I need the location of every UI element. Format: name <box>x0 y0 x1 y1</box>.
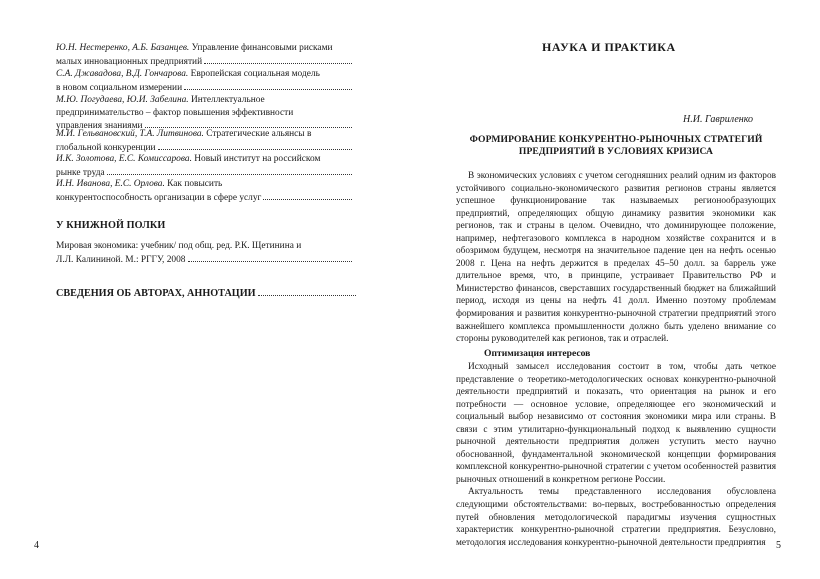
toc-authors: И.Н. Иванова, Е.С. Орлова. <box>56 179 165 189</box>
authors-heading-row <box>56 287 356 299</box>
toc-title: малых инновационных предприятий <box>56 56 203 67</box>
toc-authors: М.И. Гельвановский, Т.А. Литвинова. <box>56 129 204 139</box>
toc-entry <box>56 42 352 68</box>
article-paragraph <box>456 170 776 346</box>
toc-title: Интеллектуальное <box>191 95 265 105</box>
toc-title: Новый институт на российском <box>194 154 321 164</box>
page-number-right: 5 <box>776 540 781 551</box>
dot-leader <box>145 119 352 128</box>
bookshelf-heading: У КНИЖНОЙ ПОЛКИ <box>56 220 166 231</box>
article-title-line: ПРЕДПРИЯТИЙ В УСЛОВИЯХ КРИЗИСА <box>518 146 714 157</box>
paragraph-text: Актуальность темы представленного исследования обусловлена следующими обстоятельствами: во-первых, востребованностью определения путей обновления методологической парадигмы изучения сущностных характеристик конкурентно-рыночной стратегии предприятия. Безусловно, методология исследования конкурентно-рыночной деятельности предприятия <box>456 487 776 548</box>
dot-leader <box>188 253 353 262</box>
toc-entry <box>56 153 352 179</box>
toc-entry <box>56 68 352 94</box>
toc-title: конкурентоспособность организации в сфере услуг <box>56 192 262 203</box>
authors-heading: СВЕДЕНИЯ ОБ АВТОРАХ, АННОТАЦИИ <box>56 288 256 299</box>
dot-leader <box>263 191 352 200</box>
toc-authors: И.К. Золотова, Е.С. Комиссарова. <box>56 154 192 164</box>
toc-authors: Ю.Н. Нестеренко, А.Б. Базанцев. <box>56 43 190 53</box>
toc-entry <box>56 128 352 154</box>
book-line: Мировая экономика: учебник/ под общ. ред. Р.К. Щетинина и <box>56 241 302 251</box>
toc-title: предпринимательство – фактор повышения эффективности <box>56 107 294 118</box>
toc-title: рынке труда <box>56 167 105 178</box>
right-page <box>410 0 820 579</box>
rubric-heading: НАУКА И ПРАКТИКА <box>542 40 676 54</box>
article-paragraph <box>456 361 776 549</box>
book-line: Л.Л. Калининой. М.: РГГУ, 2008 <box>56 254 186 265</box>
toc-authors: С.А. Джавадова, В.Д. Гончарова. <box>56 69 189 79</box>
toc-title: глобальной конкуренции <box>56 142 156 153</box>
dot-leader <box>107 166 352 175</box>
dot-leader <box>258 287 356 296</box>
book-entry <box>56 240 352 266</box>
paragraph-text: Исходный замысел исследования состоит в том, чтобы дать четкое представление о теоретико-методологических основах конкурентно-рыночной деятельности предприятий и показать, что ориентация на рынок и его потребности — основное условие, определяющее его экономический и социальный выбор независимо от состояния экономики мира или страны. В связи с этим утилитарно-функциональный подход к выявлению сущности рыночной деятельности предприятия должен уступить место научно обоснованной, фундаментальной экономической концепции формирования комплексной конкурентно-рыночной стратегии с учетом особенностей развития рыночных отношений в конкретном регионе России. <box>456 362 776 485</box>
dot-leader <box>158 141 352 150</box>
toc-entry <box>56 178 352 204</box>
toc-title: Стратегические альянсы в <box>206 129 312 139</box>
toc-title: Европейская социальная модель <box>190 69 320 79</box>
section-subheading: Оптимизация интересов <box>484 348 591 359</box>
article-title-line: ФОРМИРОВАНИЕ КОНКУРЕНТНО-РЫНОЧНЫХ СТРАТЕГИЙ <box>469 134 763 145</box>
toc-title: управления знаниями <box>56 121 143 132</box>
toc-entry <box>56 94 352 133</box>
article-title <box>456 134 776 158</box>
author-byline: Н.И. Гавриленко <box>683 114 754 125</box>
paragraph-text: В экономических условиях с учетом сегодняшних реалий одним из факторов устойчивого социально-экономического развития регионов страны является успешное функционирование так называемых регионообразующих предприятий, определяющих общую динамику развития экономики как регионов, так и страны в целом. Очевидно, что доминирующее положение, например, нефтегазового комплекса в народном хозяйстве сохранится и в обозримом будущем, несмотря на значительное падение цен на нефть осенью 2008 г. Цена на нефть держится в пределах 45–50 долл. за баррель уже длительное время, что, в принципе, устраивает Правительство РФ и Министерство финансов, сверставших государственный бюджет на ближайший период, исходя из цены на нефть 41 долл. Именно поэтому проблемам формирования и развития конкурентно-рыночной стратегии предприятий этого важнейшего комплекса промышленности должно быть уделено внимание со стороны руководителей как регионов, так и отраслей. <box>456 171 776 345</box>
dot-leader <box>204 55 352 64</box>
toc-authors: М.Ю. Погудаева, Ю.И. Забелина. <box>56 95 189 105</box>
page-number-left: 4 <box>34 540 39 551</box>
toc-title: Как повысить <box>167 179 223 189</box>
toc-title: в новом социальном измерении <box>56 82 183 93</box>
toc-title: Управление финансовыми рисками <box>191 43 333 53</box>
dot-leader <box>184 81 352 90</box>
